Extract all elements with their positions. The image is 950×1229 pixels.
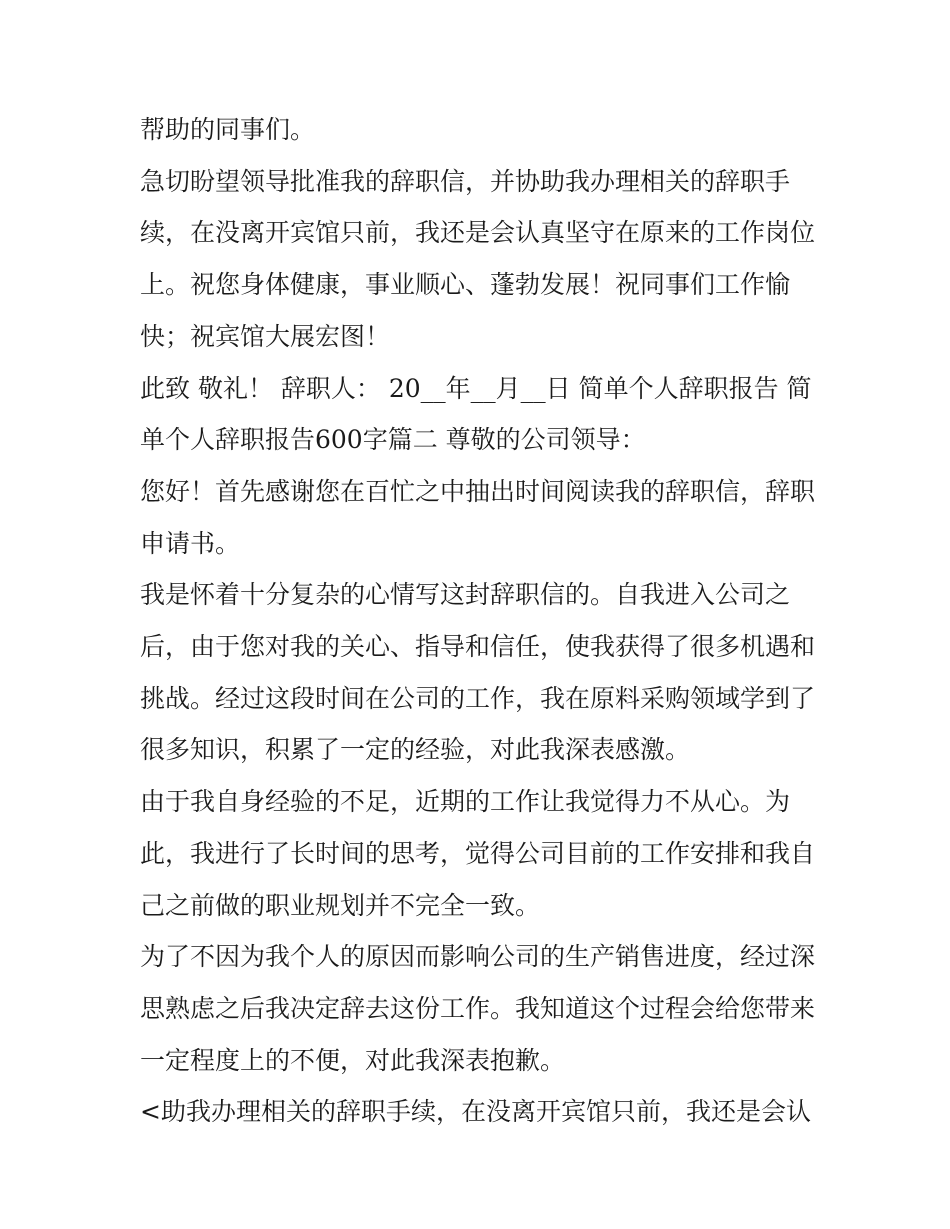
paragraph-2: 急切盼望领导批准我的辞职信，并协助我办理相关的辞职手续，在没离开宾馆只前，我还是会认真坚守在原来的工作岗位上。祝您身体健康，事业顺心、蓬勃发展！祝同事们工作愉快；祝宾馆大展宏图！ (140, 166, 816, 351)
paragraph-5: 我是怀着十分复杂的心情写这封辞职信的。自我进入公司之后，由于您对我的关心、指导和信任，使我获得了很多机遇和挑战。经过这段时间在公司的工作，我在原料采购领域学到了很多知识，积累了一定的经验，对此我深表感激。 (140, 580, 816, 765)
paragraph-3: 此致 敬礼！ 辞职人： 20__年__月__日 简单个人辞职报告 简单个人辞职报告600字篇二 尊敬的公司领导： (140, 373, 812, 455)
paragraph-6: 由于我自身经验的不足，近期的工作让我觉得力不从心。为此，我进行了长时间的思考，觉得公司目前的工作安排和我自己之前做的职业规划并不完全一致。 (140, 787, 816, 920)
paragraph-7: 为了不因为我个人的原因而影响公司的生产销售进度，经过深思熟虑之后我决定辞去这份工作。我知道这个过程会给您带来一定程度上的不便，对此我深表抱歉。 (140, 942, 816, 1075)
paragraph-4: 您好！首先感谢您在百忙之中抽出时间阅读我的辞职信，辞职申请书。 (140, 476, 816, 558)
document-body (140, 104, 820, 1138)
paragraph-8: <助我办理相关的辞职手续，在没离开宾馆只前，我还是会认 (140, 1097, 811, 1127)
paragraph-1: 帮助的同事们。 (140, 115, 316, 144)
